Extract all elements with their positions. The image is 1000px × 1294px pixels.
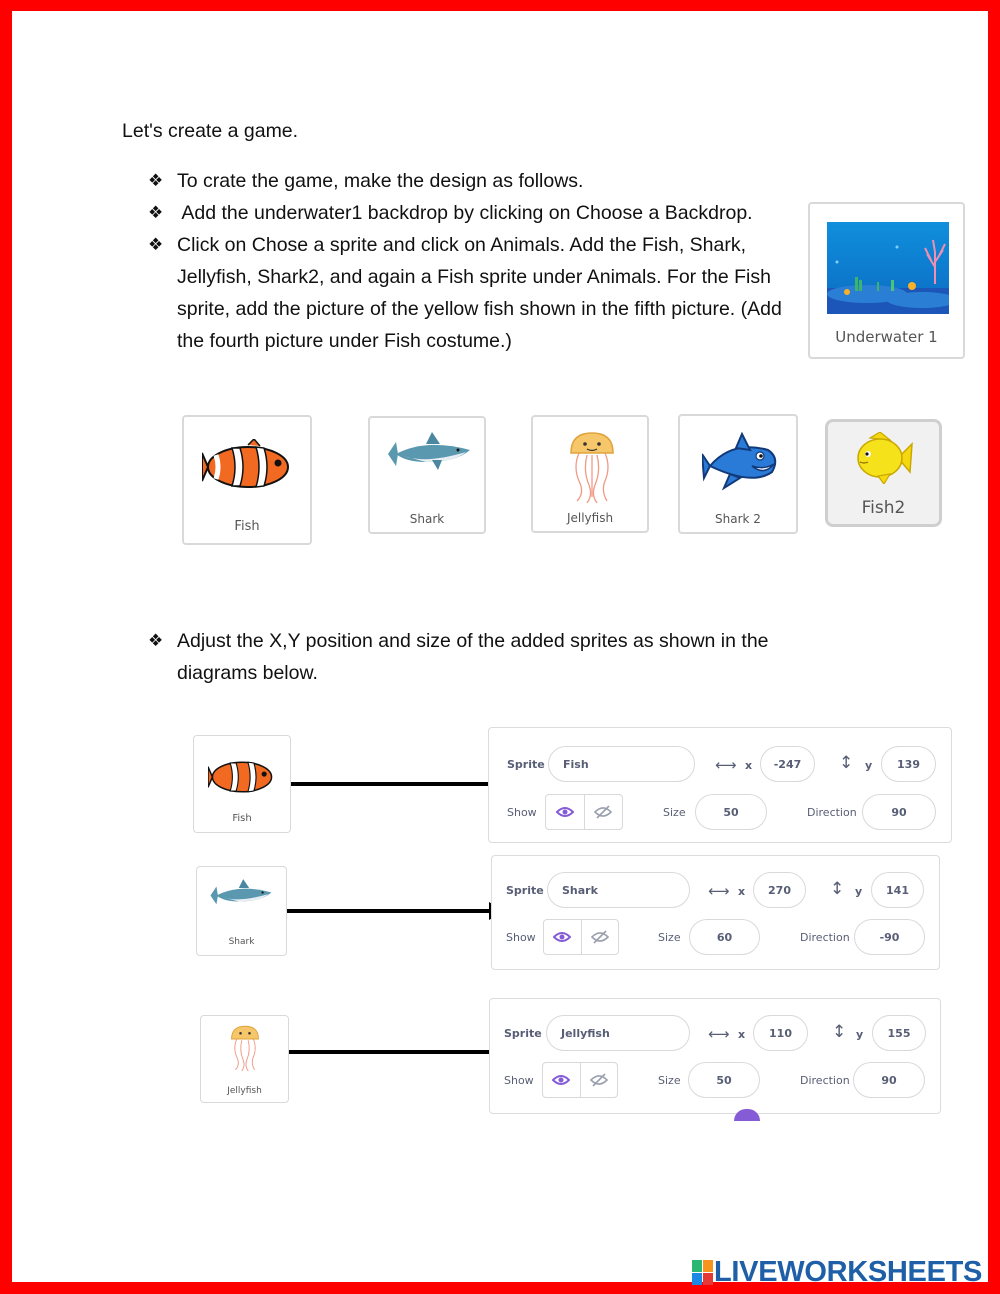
x-arrows-icon: ⟷ — [708, 1025, 730, 1043]
visible-eye-icon[interactable] — [544, 920, 582, 954]
size-label: Size — [658, 931, 681, 944]
underwater-backdrop-image — [827, 222, 949, 314]
y-label: y — [855, 885, 863, 898]
arrow-icon — [287, 909, 490, 913]
x-label: x — [738, 885, 746, 898]
direction-input[interactable]: -90 — [854, 919, 925, 955]
direction-input[interactable]: 90 — [853, 1062, 925, 1098]
sprite-card-label: Shark 2 — [715, 512, 761, 526]
sprite-info-panel-shark — [491, 855, 940, 970]
visible-eye-icon[interactable] — [543, 1063, 581, 1097]
sprite-card-jellyfish[interactable] — [531, 415, 649, 533]
sprite-info-panel-jellyfish — [489, 998, 941, 1114]
bullet-item — [148, 197, 808, 229]
intro-text: Let's create a game. — [122, 120, 299, 142]
y-arrows-icon: ↕ — [832, 1022, 847, 1042]
liveworksheets-logo — [692, 1256, 982, 1289]
sprite-name-input[interactable]: Fish — [548, 746, 695, 782]
row-thumb-fish — [193, 735, 291, 833]
sprite-card-label: Fish — [234, 519, 260, 534]
sprite-label: Sprite — [504, 1027, 542, 1040]
bullet-text: Click on Chose a sprite and click on Animals. Add the Fish, Shark, Jellyfish, Shark2, and again a Fish sprite under Animals. For the Fish sprite, add the picture of the yellow fish shown in the fifth picture. (Add the fourth picture under Fish costume.) — [177, 234, 782, 352]
direction-input[interactable]: 90 — [862, 794, 936, 830]
direction-label: Direction — [800, 1074, 850, 1087]
show-label: Show — [507, 806, 537, 819]
show-toggle[interactable] — [542, 1062, 618, 1098]
bullet-icon: ❖ — [148, 631, 164, 650]
row-thumb-jellyfish — [200, 1015, 289, 1103]
blue-shark-icon — [702, 432, 780, 492]
backdrop-card[interactable] — [808, 202, 965, 359]
row-thumb-shark — [196, 866, 287, 956]
bullet-icon: ❖ — [148, 235, 164, 254]
x-arrows-icon: ⟷ — [708, 882, 730, 900]
jellyfish-icon — [229, 1024, 261, 1072]
sprite-card-label: Jellyfish — [566, 511, 614, 525]
y-input[interactable]: 139 — [881, 746, 936, 782]
x-label: x — [738, 1028, 746, 1041]
liveworksheets-wordmark: LIVEWORKSHEETS — [714, 1256, 983, 1288]
row-thumb-label: Fish — [232, 813, 252, 824]
sprite-card-label: Fish2 — [861, 498, 906, 518]
yellow-fish-icon — [856, 432, 914, 484]
jellyfish-icon — [567, 431, 617, 503]
clownfish-icon — [202, 439, 294, 495]
sprite-card-label: Shark — [409, 512, 445, 526]
add-button-edge — [734, 1109, 760, 1121]
shark-icon — [386, 432, 472, 472]
y-label: y — [856, 1028, 864, 1041]
bullet-item — [148, 165, 808, 197]
hidden-eye-icon[interactable] — [582, 920, 619, 954]
show-label: Show — [506, 931, 536, 944]
sprite-card-shark[interactable] — [368, 416, 486, 534]
direction-label: Direction — [807, 806, 857, 819]
x-input[interactable]: -247 — [760, 746, 815, 782]
x-label: x — [745, 759, 753, 772]
visible-eye-icon[interactable] — [546, 795, 585, 829]
size-input[interactable]: 50 — [688, 1062, 760, 1098]
sprite-info-panel-fish — [488, 727, 952, 843]
size-label: Size — [658, 1074, 681, 1087]
clownfish-icon — [208, 756, 276, 798]
x-input[interactable]: 110 — [753, 1015, 808, 1051]
sprite-label: Sprite — [507, 758, 545, 771]
bullet-text: To crate the game, make the design as follows. — [177, 170, 584, 192]
size-input[interactable]: 60 — [689, 919, 760, 955]
row-thumb-label: Shark — [228, 937, 255, 947]
arrow-icon — [291, 782, 491, 786]
size-input[interactable]: 50 — [695, 794, 767, 830]
sprite-card-fish2[interactable] — [825, 419, 942, 527]
show-toggle[interactable] — [545, 794, 623, 830]
sprite-label: Sprite — [506, 884, 544, 897]
y-input[interactable]: 141 — [871, 872, 924, 908]
backdrop-label: Underwater 1 — [835, 328, 938, 346]
hidden-eye-icon[interactable] — [581, 1063, 618, 1097]
shark-icon — [209, 879, 273, 909]
sprite-name-input[interactable]: Jellyfish — [546, 1015, 690, 1051]
hidden-eye-icon[interactable] — [585, 795, 623, 829]
bullet-item — [148, 625, 818, 689]
bullet-icon: ❖ — [148, 203, 164, 222]
liveworksheets-mark-icon — [692, 1260, 714, 1286]
bullet-item — [148, 229, 788, 357]
y-arrows-icon: ↕ — [830, 879, 845, 899]
sprite-name-input[interactable]: Shark — [547, 872, 690, 908]
x-arrows-icon: ⟷ — [715, 756, 737, 774]
row-thumb-label: Jellyfish — [227, 1086, 262, 1096]
bullet-text: Add the underwater1 backdrop by clicking on Choose a Backdrop. — [177, 202, 753, 224]
size-label: Size — [663, 806, 686, 819]
bullet-icon: ❖ — [148, 171, 164, 190]
bullet-text: Adjust the X,Y position and size of the added sprites as shown in the diagrams below. — [177, 630, 769, 684]
show-toggle[interactable] — [543, 919, 619, 955]
direction-label: Direction — [800, 931, 850, 944]
arrow-icon — [289, 1050, 490, 1054]
sprite-card-fish[interactable] — [182, 415, 312, 545]
x-input[interactable]: 270 — [753, 872, 806, 908]
sprite-card-shark-2[interactable] — [678, 414, 798, 534]
y-input[interactable]: 155 — [872, 1015, 926, 1051]
show-label: Show — [504, 1074, 534, 1087]
y-label: y — [865, 759, 873, 772]
y-arrows-icon: ↕ — [839, 753, 854, 773]
